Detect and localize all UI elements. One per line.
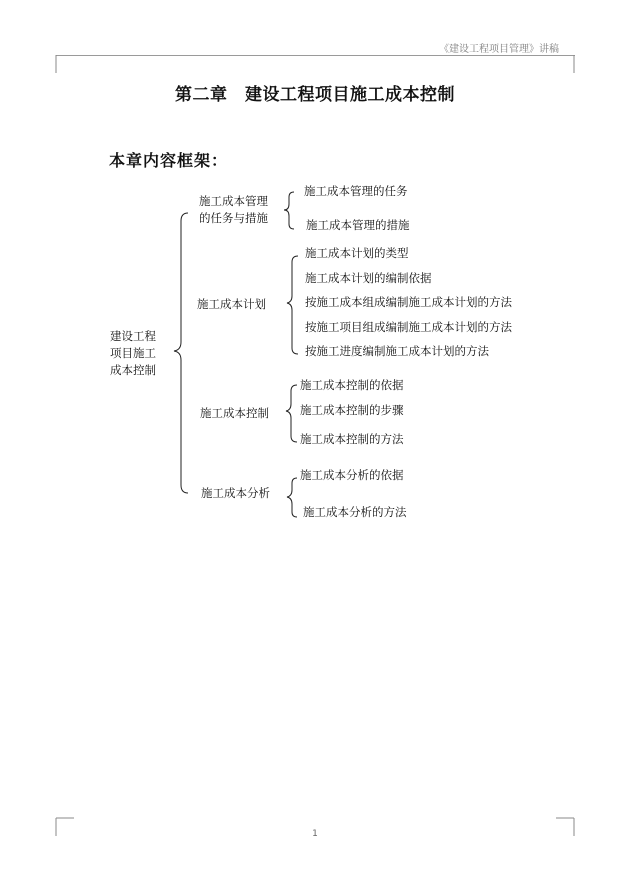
branch-2-item-1: 施工成本计划的类型	[305, 246, 409, 260]
root-node-line-2: 项目施工	[110, 346, 156, 360]
section-heading: 本章内容框架：	[109, 151, 229, 170]
branch-4-label: 施工成本分析	[201, 486, 270, 500]
branch-3-label: 施工成本控制	[200, 406, 269, 420]
branch-3-brace	[286, 385, 297, 442]
branch-2-item-3: 按施工成本组成编制施工成本计划的方法	[305, 295, 512, 309]
branch-3-item-1: 施工成本控制的依据	[300, 378, 404, 392]
branch-1-brace	[284, 192, 294, 229]
root-node-line-1: 建设工程	[110, 329, 156, 343]
root-brace	[174, 213, 188, 493]
branch-2-item-2: 施工成本计划的编制依据	[305, 271, 432, 285]
branch-1-label-line-2: 的任务与措施	[199, 211, 268, 225]
branch-1-label-line-1: 施工成本管理	[199, 194, 268, 208]
running-header: 《建设工程项目管理》讲稿	[439, 44, 559, 55]
branch-1-item-2: 施工成本管理的措施	[306, 218, 410, 232]
branch-1-item-1: 施工成本管理的任务	[304, 184, 408, 198]
branch-3-item-3: 施工成本控制的方法	[300, 432, 404, 446]
branch-2-brace	[287, 256, 298, 354]
root-node-line-3: 成本控制	[110, 363, 156, 377]
branch-2-item-5: 按施工进度编制施工成本计划的方法	[305, 344, 489, 358]
branch-4-item-2: 施工成本分析的方法	[303, 505, 407, 519]
branch-4-item-1: 施工成本分析的依据	[300, 468, 404, 482]
branch-2-item-4: 按施工项目组成编制施工成本计划的方法	[305, 320, 512, 334]
branch-4-brace	[287, 478, 297, 517]
page-number: 1	[312, 829, 318, 839]
chapter-title: 第二章 建设工程项目施工成本控制	[175, 85, 455, 105]
branch-2-label: 施工成本计划	[197, 297, 266, 311]
branch-3-item-2: 施工成本控制的步骤	[300, 403, 404, 417]
